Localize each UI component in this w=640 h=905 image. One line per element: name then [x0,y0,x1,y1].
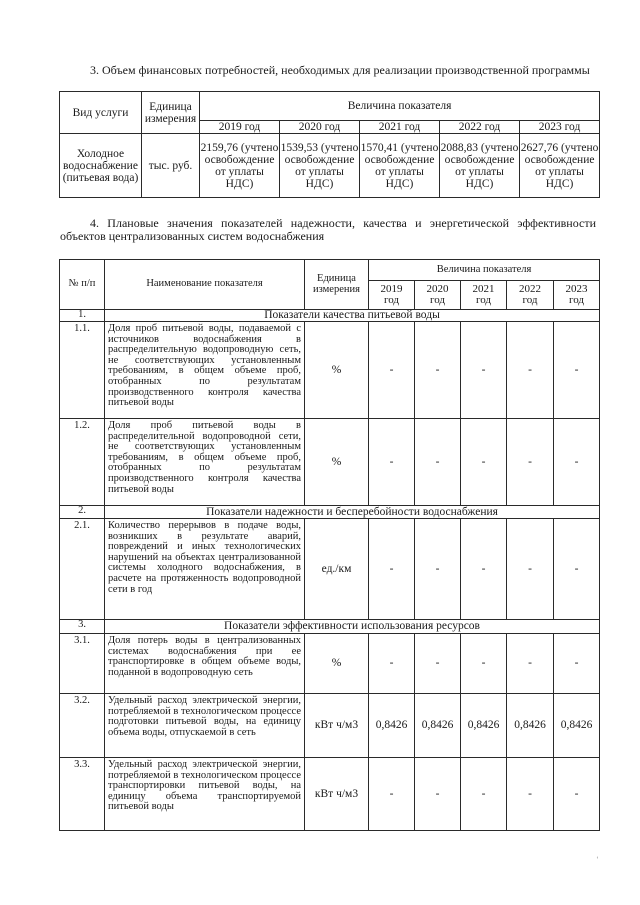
value-cell: - [415,758,461,831]
financial-needs-table [59,91,600,198]
page-mark: ʿ [596,856,599,865]
year-header: 2023 год [520,121,600,134]
value-cell: - [507,758,554,831]
value-cell: - [554,322,600,419]
row-num: 2.1. [60,519,105,620]
value-cell: - [461,634,507,694]
year-header: 2019 год [369,281,415,310]
indicator-name: Количество перерывов в подаче воды, возникших в результате аварий, повреждений и иных технологических нарушений на объектах централизованной системы холодного водоснабжения, в расчете на протяженность водопроводной сети в год [105,519,305,620]
col-header-num: № п/п [60,260,105,310]
indicator-name: Доля проб питьевой воды, подаваемой с источников водоснабжения в распределительную водопроводную сеть, не соответствующих установленным требованиям, в общем объеме проб, отобранных по результатам производственного контроля качества питьевой воды [105,322,305,419]
section-row [60,620,600,634]
value-cell: - [554,519,600,620]
unit-cell: % [305,419,369,506]
value-cell: 2159,76 (учтено освобождение от уплаты НДС) [200,134,280,198]
value-cell: 0,8426 [507,694,554,758]
value-cell: - [369,519,415,620]
value-cell: - [507,419,554,506]
table-row [60,694,600,758]
row-num: 1.2. [60,419,105,506]
indicator-name: Доля проб питьевой воды в распределительной водопроводной сети, не соответствующих установленным требованиям, в общем объеме проб, отобранных по результатам производственного контроля качества питьевой воды [105,419,305,506]
table-row [60,634,600,694]
year-header: 2022 год [507,281,554,310]
value-cell: - [461,419,507,506]
section-row [60,506,600,519]
unit-cell: % [305,634,369,694]
value-cell: - [554,634,600,694]
value-cell: 0,8426 [369,694,415,758]
value-cell: - [507,519,554,620]
table-row [60,519,600,620]
indicator-name: Удельный расход электрической энергии, потребляемой в технологическом процессе транспортировки питьевой воды, на единицу объема транспортируемой питьевой воды [105,758,305,831]
section-3-heading: 3. Объем финансовых потребностей, необходимых для реализации производственной программы [90,63,590,77]
year-header: 2021 год [360,121,440,134]
value-cell: 0,8426 [554,694,600,758]
table-row [60,134,600,198]
year-header: 2023 год [554,281,600,310]
col-header-unit: Единица измерения [305,260,369,310]
section-4-heading: 4. Плановые значения показателей надежности, качества и энергетической эффективности объектов централизованных систем водоснабжения [60,216,596,243]
section-title: Показатели надежности и бесперебойности водоснабжения [105,506,600,519]
value-cell: - [415,322,461,419]
unit-cell: тыс. руб. [142,134,200,198]
value-cell: - [461,758,507,831]
year-header: 2021 год [461,281,507,310]
unit-cell: ед./км [305,519,369,620]
value-cell: - [507,322,554,419]
section-row [60,310,600,322]
indicators-table [59,259,600,831]
section-title: Показатели эффективности использования ресурсов [105,620,600,634]
row-num: 3.3. [60,758,105,831]
year-header: 2022 год [440,121,520,134]
value-cell: 1570,41 (учтено освобождение от уплаты НДС) [360,134,440,198]
value-cell: - [415,634,461,694]
value-cell: - [415,519,461,620]
value-cell: 2627,76 (учтено освобождение от уплаты НДС) [520,134,600,198]
table-row [60,758,600,831]
table-row [60,419,600,506]
row-num: 3.2. [60,694,105,758]
col-header-value: Величина показателя [369,260,600,281]
unit-cell: % [305,322,369,419]
value-cell: - [369,758,415,831]
value-cell: - [415,419,461,506]
indicator-name: Удельный расход электрической энергии, потребляемой в технологическом процессе подготовки питьевой воды, на единицу объема воды, отпускаемой в сеть [105,694,305,758]
value-cell: - [369,322,415,419]
value-cell: - [369,419,415,506]
col-header-service: Вид услуги [60,92,142,134]
section-num: 2. [60,506,105,519]
value-cell: - [507,634,554,694]
value-cell: 0,8426 [415,694,461,758]
row-num: 3.1. [60,634,105,694]
value-cell: - [461,519,507,620]
section-title: Показатели качества питьевой воды [105,310,600,322]
year-header: 2019 год [200,121,280,134]
col-header-unit: Единица измерения [142,92,200,134]
value-cell: 1539,53 (учтено освобождение от уплаты НДС) [280,134,360,198]
section-num: 3. [60,620,105,634]
row-num: 1.1. [60,322,105,419]
unit-cell: кВт ч/м3 [305,694,369,758]
value-cell: 2088,83 (учтено освобождение от уплаты НДС) [440,134,520,198]
col-header-name: Наименование показателя [105,260,305,310]
unit-cell: кВт ч/м3 [305,758,369,831]
section-num: 1. [60,310,105,322]
indicator-name: Доля потерь воды в централизованных системах водоснабжения при ее транспортировке в общем объеме воды, поданной в водопроводную сеть [105,634,305,694]
col-header-value: Величина показателя [200,92,600,121]
year-header: 2020 год [280,121,360,134]
table-row [60,322,600,419]
value-cell: 0,8426 [461,694,507,758]
year-header: 2020 год [415,281,461,310]
value-cell: - [554,758,600,831]
service-cell: Холодное водоснабжение (питьевая вода) [60,134,142,198]
value-cell: - [369,634,415,694]
value-cell: - [461,322,507,419]
value-cell: - [554,419,600,506]
